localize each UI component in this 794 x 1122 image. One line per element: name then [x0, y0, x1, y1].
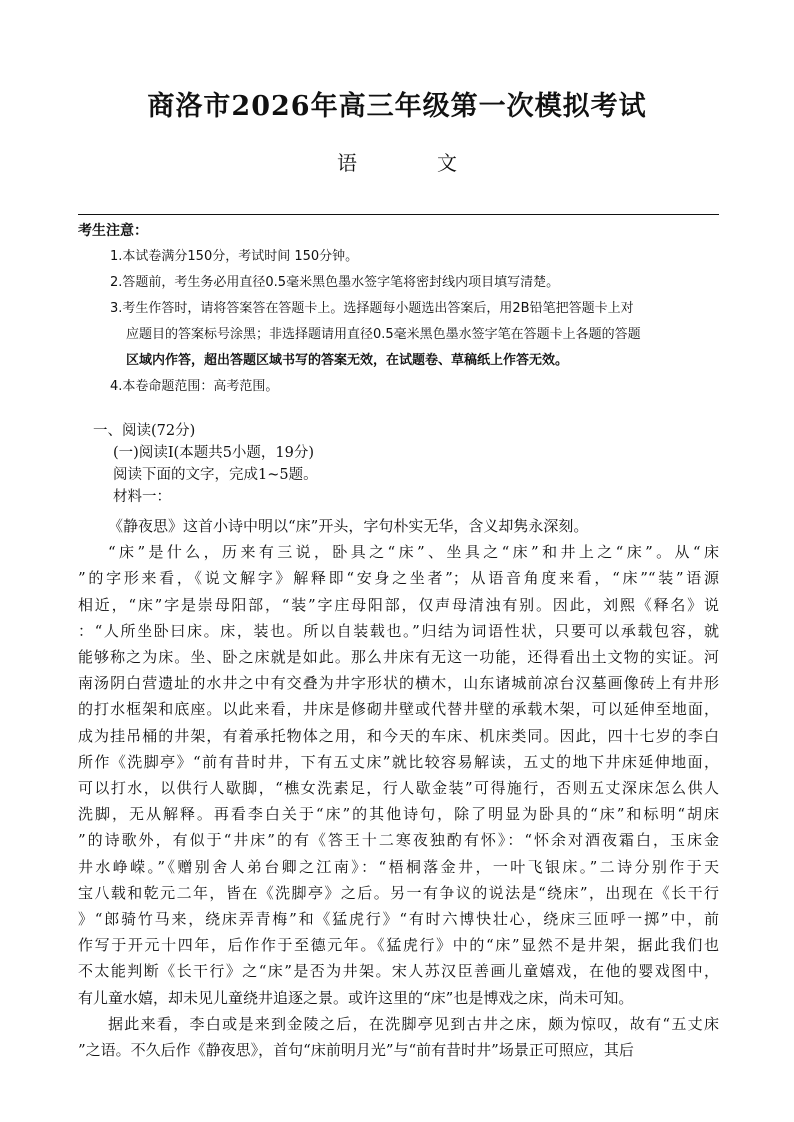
material-label: 材料一：	[113, 489, 171, 505]
subsection-heading: (一)阅读Ⅰ(本题共5小题，19分)	[113, 445, 315, 461]
passage-line: ”的字形来看，《说文解字》解释即“安身之坐者”；从语音角度来看，“床”“装”语源	[78, 569, 719, 588]
passage-line: 洗脚，无从解释。再看李白关于“床”的其他诗句，除了明显为卧具的“床”和标明“胡床	[78, 805, 719, 824]
passage-line: ”之语。不久后作《静夜思》，首句“床前明月光”与“前有昔时井”场景正可照应，其后	[78, 1041, 634, 1060]
passage-line: 成为挂吊桶的井架，有着承托物体之用，和今天的车床、机床类同。因此，四十七岁的李白	[78, 726, 719, 745]
passage-line: 《静夜思》这首小诗中明以“床”开头，字句朴实无华，含义却隽永深刻。	[108, 517, 589, 535]
notice-item: 4.本卷命题范围：高考范围。	[110, 379, 279, 394]
notice-list	[110, 244, 722, 400]
exam-title: 商洛市2026年高三年级第一次模拟考试	[147, 91, 647, 122]
notice-item: 应题目的答案标号涂黑；非选择题请用直径0.5毫米黑色墨水签字笔在答题卡上各题的答题	[126, 327, 641, 342]
passage-line: 的打水框架和底座。以此来看，井床是修砌井壁或代替井壁的承载木架，可以延伸至地面，	[78, 700, 719, 719]
notice-item: 区域内作答，超出答题区域书写的答案无效，在试题卷、草稿纸上作答无效。	[126, 353, 569, 368]
reading-passage	[78, 513, 719, 1063]
passage-line: 作写于开元十四年，后作作于至德元年。《猛虎行》中的“床”显然不是井架，据此我们也	[78, 936, 719, 955]
passage-line: 井水峥嵘。”《赠别舍人弟台卿之江南》：“梧桐落金井，一叶飞银床。”二诗分别作于天	[78, 857, 719, 876]
passage-line: 能够称之为床。坐、卧之床就是如此。那么井床有无这一功能，还得看出土文物的实证。河	[78, 648, 719, 667]
passage-line: 宝八载和乾元二年，皆在《洗脚亭》之后。另一有争议的说法是“绕床”，出现在《长干行	[78, 883, 719, 902]
notice-item: 1.本试卷满分150分，考试时间 150分钟。	[110, 249, 359, 264]
passage-line: 有儿童水嬉，却未见儿童绕井追逐之景。或许这里的“床”也是博戏之床，尚未可知。	[78, 988, 634, 1007]
notice-heading: 考生注意：	[78, 223, 148, 239]
section-header	[93, 420, 733, 508]
passage-line: 相近，“床”字是崇母阳部，“装”字庄母阳部，仅声母清浊有别。因此，刘熙《释名》说	[78, 595, 719, 614]
instruction-text: 阅读下面的文字，完成1~5题。	[113, 467, 318, 483]
passage-line: 不太能判断《长干行》之“床”是否为井架。宋人苏汉臣善画儿童嬉戏，在他的婴戏图中，	[78, 962, 719, 981]
passage-line: 据此来看，李白或是来到金陵之后，在洗脚亭见到古井之床，颇为惊叹，故有“五丈床	[108, 1014, 719, 1033]
passage-line: “床”是什么，历来有三说，卧具之“床”、坐具之“床”和井上之“床”。从“床	[108, 543, 719, 562]
passage-line: 可以打水，以供行人歇脚，“樵女洗素足，行人歇金装”可得施行，否则五丈深床怎么供人	[78, 779, 719, 798]
passage-line: 》“郎骑竹马来，绕床弄青梅”和《猛虎行》“有时六博快壮心，绕床三匝呼一掷”中，前	[78, 910, 719, 929]
passage-line: ：“人所坐卧曰床。床，装也。所以自装载也。”归结为词语性状，只要可以承载包容，就	[78, 621, 719, 640]
subject-label: 语文	[337, 151, 537, 175]
passage-line: ”的诗歌外，有似于“井床”的有《答王十二寒夜独酌有怀》：“怀余对酒夜霜白，玉床金	[78, 831, 719, 850]
notice-item: 2.答题前，考生务必用直径0.5毫米黑色墨水签字笔将密封线内项目填写清楚。	[110, 275, 560, 290]
passage-line: 所作《洗脚亭》“前有昔时井，下有五丈床”就比较容易解读，五丈的地下井床延伸地面，	[78, 752, 719, 771]
notice-item: 3.考生作答时，请将答案答在答题卡上。选择题每小题选出答案后，用2B铅笔把答题卡上对	[110, 301, 634, 316]
divider-line	[78, 214, 719, 215]
passage-line: 南汤阴白营遗址的水井之中有交叠为井字形状的横木，山东诸城前凉台汉墓画像砖上有井形	[78, 674, 719, 693]
part-heading: 一、阅读(72分)	[93, 423, 196, 439]
